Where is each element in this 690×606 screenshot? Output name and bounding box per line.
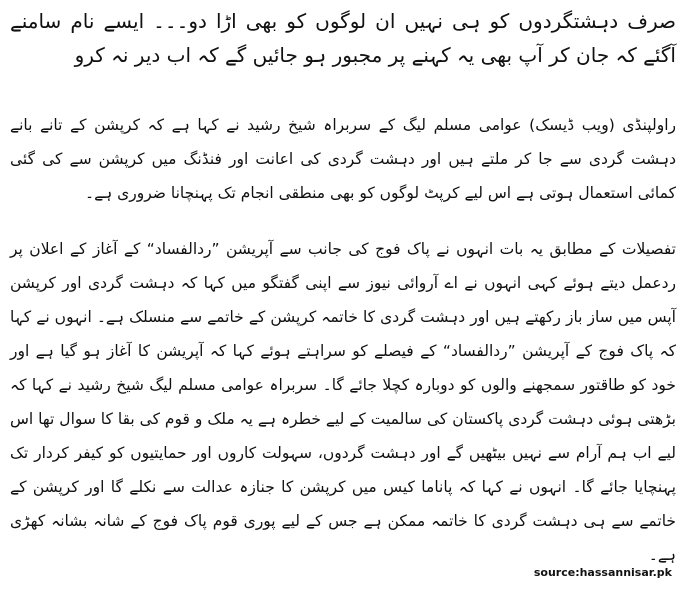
article: [10, 4, 676, 564]
article-paragraph-2: تفصیلات کے مطابق یہ بات انہوں نے پاک فوج کی جانب سے آپریشن ”ردالفساد“ کے آغاز کے اعلان پر ردعمل دیتے ہوئے کہی انہوں نے اے آروائی نیوز سے اپنی گفتگو میں کہا کہ دہشت گردی اور کرپشن آپس میں ساز باز رکھتے ہیں اور دہشت گردی کا خاتمہ کرپشن کے خاتمے سے منسلک ہے۔ انہوں نے کہا کہ پاک فوج کے آپریشن ”ردالفساد“ کے فیصلے کو سراہتے ہوئے کہا کہ آپریشن کا آغاز ہو گیا ہے اور خود کو طاقتور سمجھنے والوں کو دوبارہ کچلا جائے گا۔ سربراہ عوامی مسلم لیگ شیخ رشید نے کہا کہ بڑھتی ہوئی دہشت گردی پاکستان کی سالمیت کے لیے خطرہ ہے یہ ملک و قوم کی بقا کا سوال تھا اس لیے اب ہم آرام سے نہیں بیٹھیں گے اور دہشت گردوں، سہولت کاروں اور حمایتیوں کو کیفر کردار تک پہنچایا جائے گا۔ انہوں نے کہا کہ پاناما کیس میں کرپشن کا جنازہ عدالت سے نکلے گا اور کرپشن کے خاتمے سے ہی دہشت گردی کا خاتمہ ممکن ہے جس کے لیے پوری قوم پاک فوج کے شانہ بشانہ کھڑی ہے۔: [10, 240, 676, 564]
source-credit: source:hassannisar.pk: [533, 566, 672, 579]
article-paragraph-1: راولپنڈی (ویب ڈیسک) عوامی مسلم لیگ کے سربراہ شیخ رشید نے کہا ہے کہ کرپشن کے تانے بانے دہشت گردی سے جا کر ملتے ہیں اور دہشت گردی کی اعانت اور فنڈنگ میں کرپشن سے کی گئی کمائی استعمال ہوتی ہے اس لیے کرپٹ لوگوں کو بھی منطقی انجام تک پہنچانا ضروری ہے۔: [10, 116, 676, 202]
article-headline: صرف دہشتگردوں کو ہی نہیں ان لوگوں کو بھی اڑا دو۔۔۔ ایسے نام سامنے آگئے کہ جان کر آپ بھی یہ کہنے پر مجبور ہو جائیں گے کہ اب دیر نہ کرو: [10, 9, 676, 67]
